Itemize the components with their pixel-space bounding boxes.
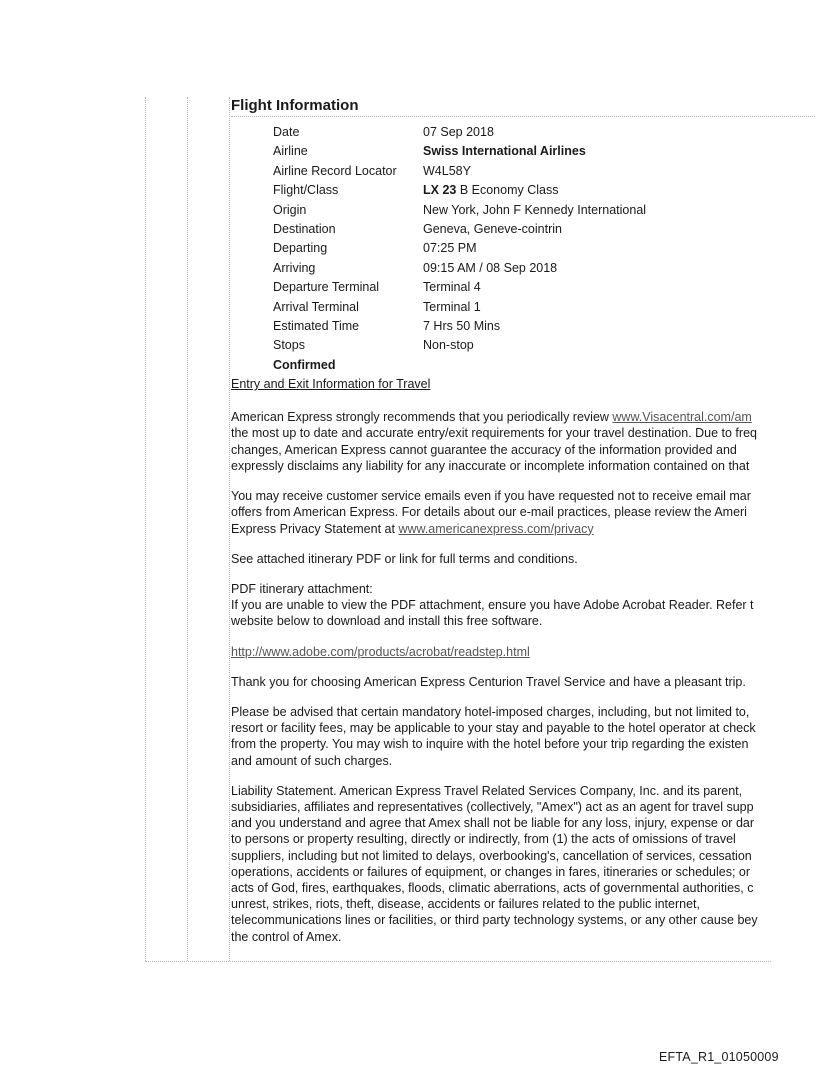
arriving-value: 09:15 AM / 08 Sep 2018: [423, 260, 558, 275]
departing-label: Departing: [273, 241, 328, 256]
arrival-terminal-value: Terminal 1: [423, 299, 481, 314]
flight-information-title: Flight Information: [231, 96, 816, 117]
airline-value: Swiss International Airlines: [423, 144, 586, 159]
table-row: [273, 356, 646, 375]
entry-exit-heading-text: Entry and Exit Information for Travel: [231, 377, 431, 392]
stops-value: Non-stop: [423, 338, 474, 353]
privacy-text-line: Express Privacy Statement at: [231, 521, 399, 536]
hotel-text-line: from the property. You may wish to inquire with the hotel before your trip regarding the existen: [231, 737, 749, 752]
airline-label: Airline: [273, 144, 308, 159]
record-locator-value: W4L58Y: [423, 163, 471, 178]
terms-paragraph: See attached itinerary PDF or link for full terms and conditions.: [231, 551, 578, 566]
document-id: EFTA_R1_01050009: [659, 1050, 779, 1064]
pdf-text-line: PDF itinerary attachment:: [231, 581, 373, 596]
visa-text: American Express strongly recommends that you periodically review: [231, 410, 613, 425]
pdf-text-line: If you are unable to view the PDF attachment, ensure you have Adobe Acrobat Reader. Refer t: [231, 598, 754, 613]
liability-text-line: Liability Statement. American Express Travel Related Services Company, Inc. and its parent,: [231, 783, 743, 798]
flight-number: LX 23: [423, 183, 457, 198]
departure-terminal-value: Terminal 4: [423, 280, 481, 295]
visa-text-line: changes, American Express cannot guarantee the accuracy of the information provided and: [231, 442, 737, 457]
estimated-time-label: Estimated Time: [273, 319, 360, 334]
liability-text-line: and you understand and agree that Amex shall not be liable for any loss, injury, expense or dar: [231, 816, 755, 831]
privacy-text-line: offers from American Express. For details about our e-mail practices, please review the Ameri: [231, 505, 747, 520]
origin-value: New York, John F Kennedy International: [423, 202, 647, 217]
visa-text-line: expressly disclaims any liability for any inaccurate or incomplete information contained on that: [231, 458, 750, 473]
liability-text-line: the control of Amex.: [231, 929, 342, 944]
table-row: [273, 239, 646, 258]
email-content: [231, 96, 816, 945]
flight-details-table: [273, 123, 646, 375]
record-locator-label: Airline Record Locator: [273, 163, 397, 178]
estimated-time-value: 7 Hrs 50 Mins: [423, 319, 501, 334]
liability-text-line: subsidiaries, affiliates and representatives (collectively, "Amex") act as an agent for travel supp: [231, 799, 754, 814]
visacentral-link[interactable]: www.Visacentral.com/am: [612, 410, 752, 425]
table-row: [273, 220, 646, 239]
privacy-text-line: You may receive customer service emails even if you have requested not to receive email mar: [231, 489, 751, 504]
privacy-link[interactable]: www.americanexpress.com/privacy: [398, 521, 594, 536]
confirmed-status: Confirmed: [273, 357, 336, 372]
departure-terminal-label: Departure Terminal: [273, 280, 380, 295]
arriving-label: Arriving: [273, 260, 316, 275]
liability-text-line: to persons or property resulting, directly or indirectly, from (1) the acts of omissions of travel: [231, 832, 736, 847]
pdf-text-line: website below to download and install this free software.: [231, 614, 543, 629]
arrival-terminal-label: Arrival Terminal: [273, 299, 359, 314]
liability-text-line: operations, accidents or failures of equipment, or changes in fares, itineraries or schedules; or: [231, 864, 751, 879]
hotel-text-line: Please be advised that certain mandatory hotel-imposed charges, including, but not limited to,: [231, 704, 750, 719]
date-value: 07 Sep 2018: [423, 125, 494, 139]
hotel-text-line: and amount of such charges.: [231, 753, 393, 768]
departing-value: 07:25 PM: [423, 241, 477, 256]
middle-border-line: [187, 97, 188, 961]
flight-class-label: Flight/Class: [273, 183, 339, 198]
destination-value: Geneva, Geneve-cointrin: [423, 222, 562, 237]
liability-text-line: unrest, strikes, riots, theft, disease, accidents or failures related to the public internet,: [231, 897, 700, 912]
table-row: [273, 298, 646, 317]
liability-paragraph: [231, 783, 816, 945]
left-border-line: [145, 97, 146, 961]
table-row: [273, 201, 646, 220]
hotel-charges-paragraph: [231, 704, 816, 769]
origin-label: Origin: [273, 202, 307, 217]
bottom-border-line: [145, 961, 771, 962]
flight-class-value: [423, 181, 646, 200]
adobe-paragraph: [231, 644, 816, 660]
entry-exit-heading: [231, 375, 816, 393]
thank-you-paragraph: Thank you for choosing American Express Centurion Travel Service and have a pleasant trip.: [231, 674, 746, 689]
table-row: [273, 162, 646, 181]
adobe-link[interactable]: http://www.adobe.com/products/acrobat/readstep.html: [231, 644, 530, 659]
privacy-paragraph: [231, 488, 816, 537]
table-row: [273, 259, 646, 278]
date-label: Date: [273, 125, 300, 139]
stops-label: Stops: [273, 338, 305, 353]
table-row: [273, 142, 646, 161]
table-row: [273, 181, 646, 200]
table-row: [273, 123, 646, 142]
visa-text-line: the most up to date and accurate entry/exit requirements for your travel destination. Due to freq: [231, 426, 757, 441]
content-border-line: [229, 97, 230, 961]
table-row: [273, 336, 646, 355]
hotel-text-line: resort or facility fees, may be applicable to your stay and payable to the hotel operator at check: [231, 721, 756, 736]
table-row: [273, 317, 646, 336]
destination-label: Destination: [273, 222, 336, 237]
flight-class: B Economy Class: [456, 183, 559, 198]
liability-text-line: suppliers, including but not limited to delays, overbooking's, cancellation of services, cessation: [231, 848, 752, 863]
table-row: [273, 278, 646, 297]
liability-text-line: acts of God, fires, earthquakes, floods, climatic aberrations, acts of governmental authorities, c: [231, 880, 754, 895]
liability-text-line: telecommunications lines or facilities, or third party technology systems, or any other cause bey: [231, 913, 758, 928]
pdf-paragraph: [231, 581, 816, 630]
visa-paragraph: [231, 409, 816, 474]
